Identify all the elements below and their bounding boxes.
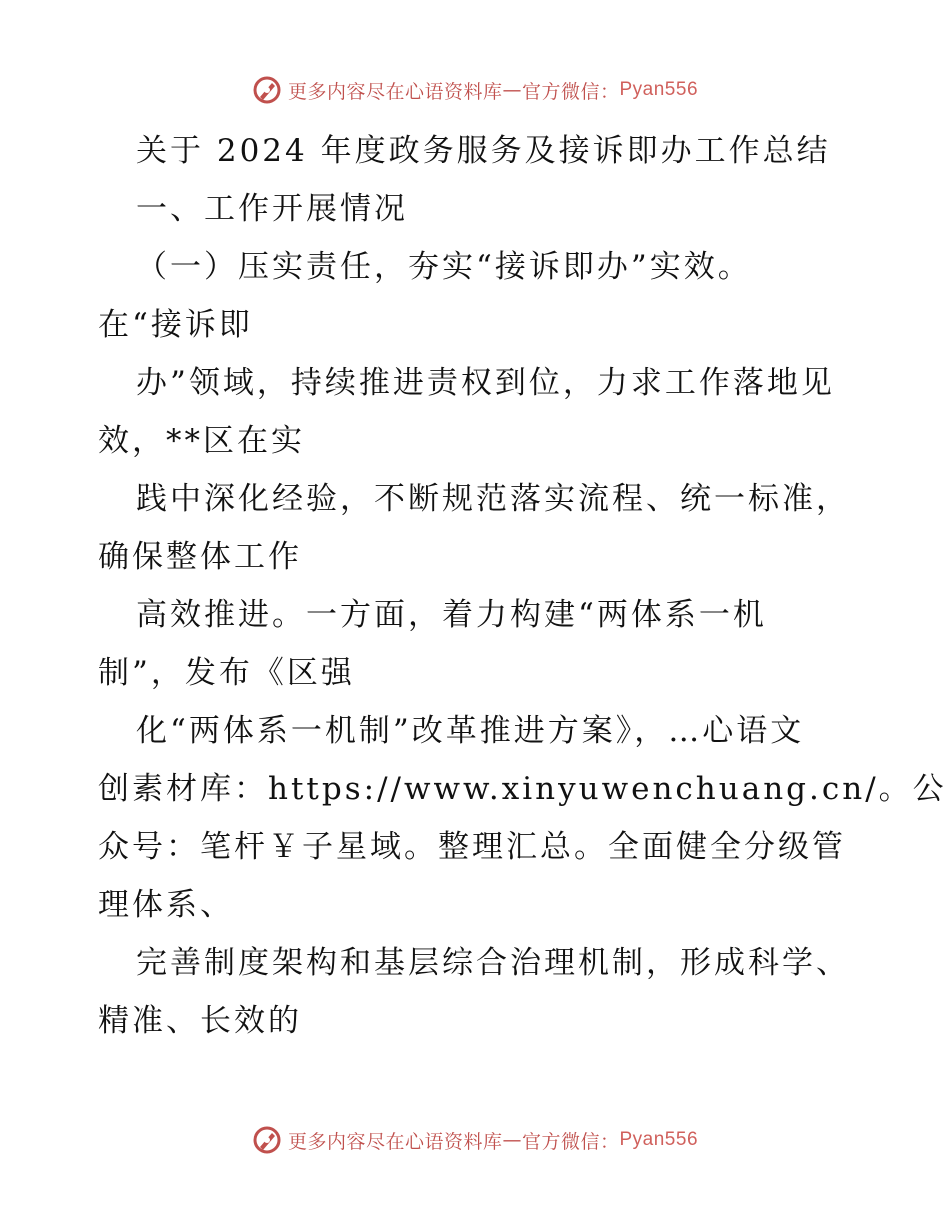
watermark-label: 官方微信：: [521, 80, 620, 103]
document-line: 关于 2024 年度政务服务及接诉即办工作总结: [136, 133, 831, 169]
watermark-text: 更多内容尽在心语资料库: [287, 1130, 503, 1153]
document-body: [98, 122, 947, 1050]
document-line: 践中深化经验，不断规范落实流程、统一标准，: [136, 481, 850, 517]
document-line: 确保整体工作: [98, 539, 302, 575]
document-line: 在“接诉即: [98, 307, 253, 343]
watermark-label: 官方微信：: [521, 1130, 620, 1153]
document-line: 效，**区在实: [98, 423, 305, 459]
document-line: 办”领域，持续推进责权到位，力求工作落地见: [136, 365, 835, 401]
document-line: 化“两体系一机制”改革推进方案》，…心语文: [136, 713, 805, 749]
pen-logo-icon: [252, 75, 282, 105]
document-line: 精准、长效的: [98, 1003, 302, 1039]
document-line: 创素材库：https://www.xinyuwenchuang.cn/。公: [98, 771, 947, 807]
document-line: 高效推进。一方面，着力构建“两体系一机: [136, 597, 767, 633]
footer-watermark: [0, 1120, 950, 1160]
watermark-text: 更多内容尽在心语资料库: [287, 80, 503, 103]
header-watermark: [0, 70, 950, 110]
watermark-wechat-id: Pyan556: [619, 79, 699, 100]
watermark-wechat-id: Pyan556: [619, 1129, 699, 1150]
document-line: 完善制度架构和基层综合治理机制，形成科学、: [136, 945, 850, 981]
watermark-separator: —: [502, 1129, 522, 1151]
pen-logo-icon: [252, 1125, 282, 1155]
document-line: 众号：笔杆￥子星域。整理汇总。全面健全分级管: [98, 829, 846, 865]
watermark-separator: —: [502, 79, 522, 101]
document-line: （一）压实责任，夯实“接诉即办”实效。: [136, 249, 752, 285]
document-line: 一、工作开展情况: [136, 191, 408, 227]
document-line: 制”，发布《区强: [98, 655, 355, 691]
document-line: 理体系、: [98, 887, 234, 923]
